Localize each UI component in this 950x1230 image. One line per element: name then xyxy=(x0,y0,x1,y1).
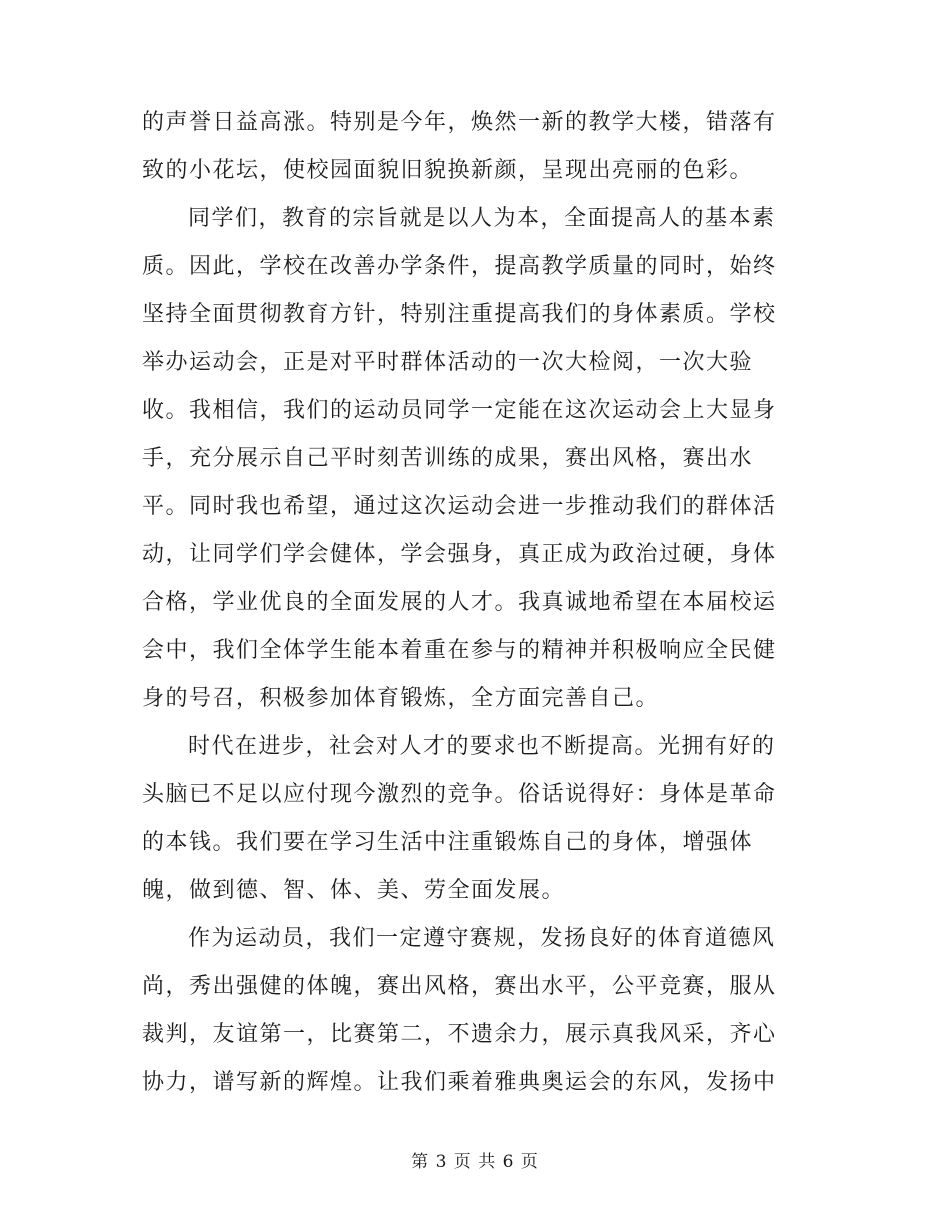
document-body xyxy=(142,99,822,1107)
text-line: 的本钱。我们要在学习生活中注重锻炼自己的身体，增强体 xyxy=(142,830,754,855)
text-line: 作为运动员，我们一定遵守赛规，发扬良好的体育道德风 xyxy=(188,926,776,951)
text-line: 同学们，教育的宗旨就是以人为本，全面提高人的基本素 xyxy=(188,206,776,231)
text-line: 时代在进步，社会对人才的要求也不断提高。光拥有好的 xyxy=(188,734,776,759)
text-line: 平。同时我也希望，通过这次运动会进一步推动我们的群体活 xyxy=(142,494,777,519)
text-line: 动，让同学们学会健体，学会强身，真正成为政治过硬，身体 xyxy=(142,542,777,567)
text-line: 裁判，友谊第一，比赛第二，不遗余力，展示真我风采，齐心 xyxy=(142,1022,777,1047)
text-line: 质。因此，学校在改善办学条件，提高教学质量的同时，始终 xyxy=(142,254,777,279)
text-line: 举办运动会，正是对平时群体活动的一次大检阅，一次大验 xyxy=(142,350,754,375)
text-line: 手，充分展示自己平时刻苦训练的成果，赛出风格，赛出水 xyxy=(142,446,754,471)
text-line: 会中，我们全体学生能本着重在参与的精神并积极响应全民健 xyxy=(142,638,777,663)
page-number-footer: 第 3 页 共 6 页 xyxy=(411,1152,539,1172)
text-line: 魄，做到德、智、体、美、劳全面发展。 xyxy=(142,878,566,903)
text-line: 身的号召，积极参加体育锻炼，全方面完善自己。 xyxy=(142,686,660,711)
paragraph xyxy=(142,723,822,915)
text-line: 收。我相信，我们的运动员同学一定能在这次运动会上大显身 xyxy=(142,398,777,423)
paragraph xyxy=(142,915,822,1107)
text-line: 的声誉日益高涨。特别是今年，焕然一新的教学大楼，错落有 xyxy=(142,110,777,135)
text-line: 头脑已不足以应付现今激烈的竞争。俗话说得好：身体是革命 xyxy=(142,782,777,807)
paragraph xyxy=(142,99,822,195)
text-line: 尚，秀出强健的体魄，赛出风格，赛出水平，公平竞赛，服从 xyxy=(142,974,777,999)
text-line: 坚持全面贯彻教育方针，特别注重提高我们的身体素质。学校 xyxy=(142,302,777,327)
text-line: 合格，学业优良的全面发展的人才。我真诚地希望在本届校运 xyxy=(142,590,777,615)
text-line: 协力，谱写新的辉煌。让我们乘着雅典奥运会的东风，发扬中 xyxy=(142,1070,777,1095)
paragraph xyxy=(142,195,822,723)
text-line: 致的小花坛，使校园面貌旧貌换新颜，呈现出亮丽的色彩。 xyxy=(142,158,754,183)
